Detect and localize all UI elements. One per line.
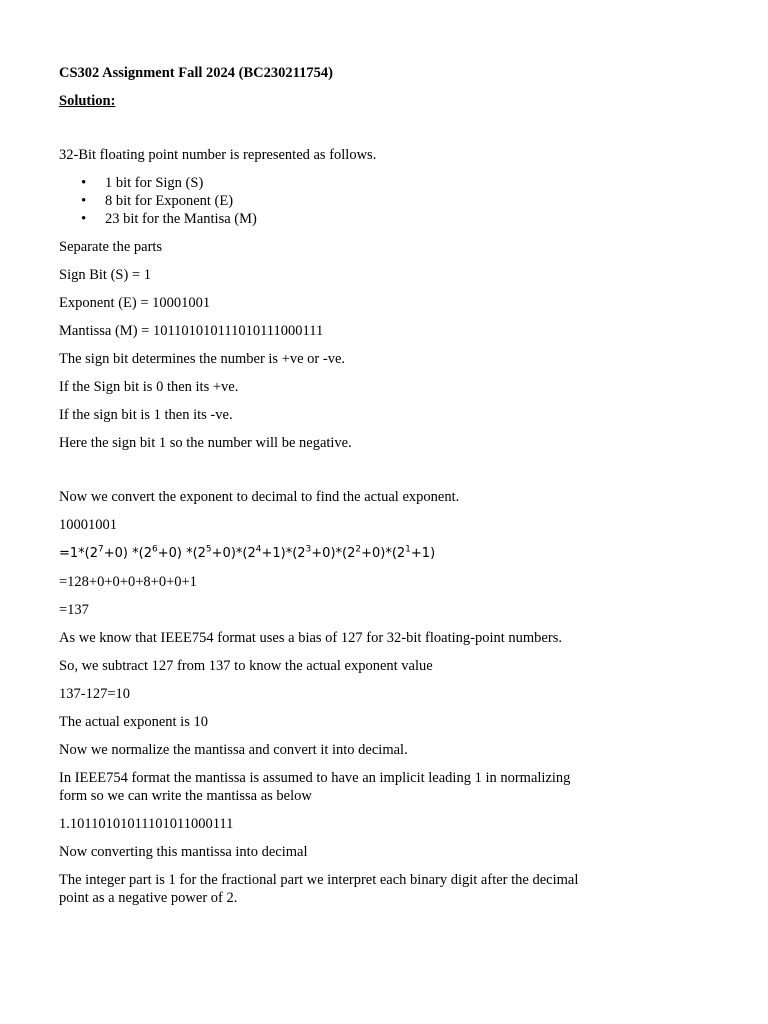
spacer [59, 120, 579, 146]
actual-exponent-line: The actual exponent is 10 [59, 714, 208, 730]
expansion-term: $^3$+0)*(2 [305, 544, 356, 561]
exponent-line: Exponent (E) = 10001001 [59, 295, 211, 311]
list-item: • 8 bit for Exponent (E) [59, 192, 579, 210]
bias-note: As we know that IEEE754 format uses a bias of 127 for 32-bit floating-point numbers. [59, 630, 562, 646]
expansion-term: $^1$+1) [405, 544, 436, 561]
exponent-sum: =128+0+0+0+8+0+0+1 [59, 574, 197, 590]
expansion-term: $^6$+0) *(2 [151, 544, 206, 561]
expansion-term: $^4$+1)*(2 [255, 544, 306, 561]
document-page [59, 64, 579, 917]
mantissa-line: Mantissa (M) = 101101010111010111000111 [59, 323, 324, 339]
if-one-line: If the sign bit is 1 then its -ve. [59, 407, 233, 423]
converting-line: Now converting this mantissa into decimal [59, 844, 308, 860]
normalized-mantissa: 1.10110101011101011000111 [59, 816, 234, 832]
integer-part-note: The integer part is 1 for the fractional part we interpret each binary digit after the decimal point as a negative power of 2. [59, 872, 579, 906]
exponent-result: =137 [59, 602, 89, 618]
exponent-expansion [59, 544, 579, 563]
expansion-term: $^5$+0)*(2 [205, 544, 256, 561]
exponent-binary: 10001001 [59, 517, 117, 533]
bit-layout-list [59, 174, 579, 228]
separate-parts: Separate the parts [59, 239, 163, 255]
list-item: • 23 bit for the Mantisa (M) [59, 210, 579, 228]
sign-determines: The sign bit determines the number is +ve or -ve. [59, 351, 346, 367]
negative-line: Here the sign bit 1 so the number will be negative. [59, 435, 352, 451]
subtract-note: So, we subtract 127 from 137 to know the actual exponent value [59, 658, 433, 674]
implicit-note: In IEEE754 format the mantissa is assumed to have an implicit leading 1 in normalizing form so we can write the mantissa as below [59, 770, 571, 804]
spacer [59, 462, 579, 488]
normalize-line: Now we normalize the mantissa and convert it into decimal. [59, 742, 408, 758]
expansion-term: $^2$+0)*(2 [355, 544, 406, 561]
subtraction-line: 137-127=10 [59, 686, 131, 702]
expansion-term: $=1*(2^7+0)$ *(2 [59, 544, 152, 561]
intro-paragraph: 32-Bit floating point number is represented as follows. [59, 147, 377, 163]
solution-heading: Solution: [59, 93, 116, 109]
convert-exponent-line: Now we convert the exponent to decimal to find the actual exponent. [59, 489, 460, 505]
sign-bit-line: Sign Bit (S) = 1 [59, 267, 151, 283]
list-item: • 1 bit for Sign (S) [59, 174, 579, 192]
assignment-title: CS302 Assignment Fall 2024 (BC230211754) [59, 65, 333, 81]
if-zero-line: If the Sign bit is 0 then its +ve. [59, 379, 239, 395]
